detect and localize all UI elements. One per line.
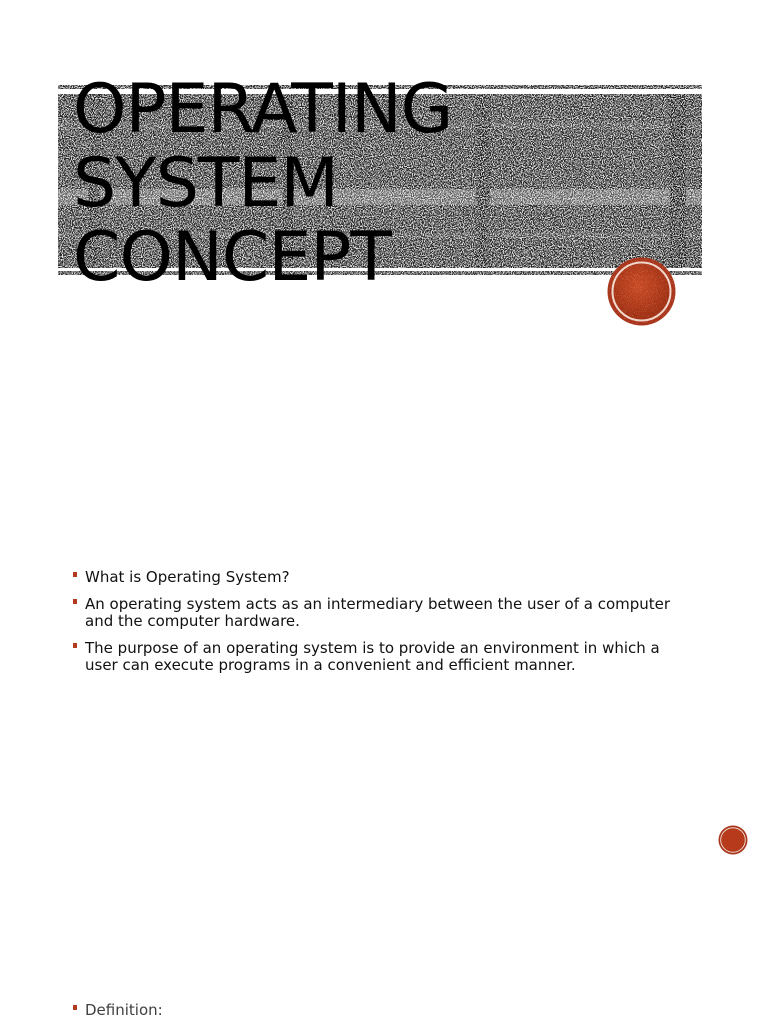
bullet-list [72, 1002, 692, 1029]
orange-circle-medallion-icon [607, 257, 676, 326]
bullet-text: Definition: [85, 1001, 163, 1019]
bullet-text: The purpose of an operating system is to provide an environment in which a user can execute programs in a convenient and efficient manner. [85, 639, 660, 674]
slide-title-line: SYSTEM [73, 144, 339, 223]
bullet-item [72, 596, 692, 630]
square-bullet-icon [73, 572, 77, 577]
bullet-item [72, 1002, 692, 1019]
slide-title-line: CONCEPT [73, 218, 391, 297]
square-bullet-icon [73, 643, 77, 648]
bullet-item [72, 640, 692, 674]
bullet-item [72, 569, 692, 586]
bullet-list [72, 569, 692, 684]
orange-circle-medallion-icon [718, 825, 748, 855]
square-bullet-icon [73, 599, 77, 604]
square-bullet-icon [73, 1005, 77, 1010]
bullet-text: An operating system acts as an intermediary between the user of a computer and the computer hardware. [85, 595, 671, 630]
slide-title-line: OPERATING [73, 70, 453, 149]
bullet-text: What is Operating System? [85, 568, 290, 586]
slide-title [73, 70, 613, 297]
